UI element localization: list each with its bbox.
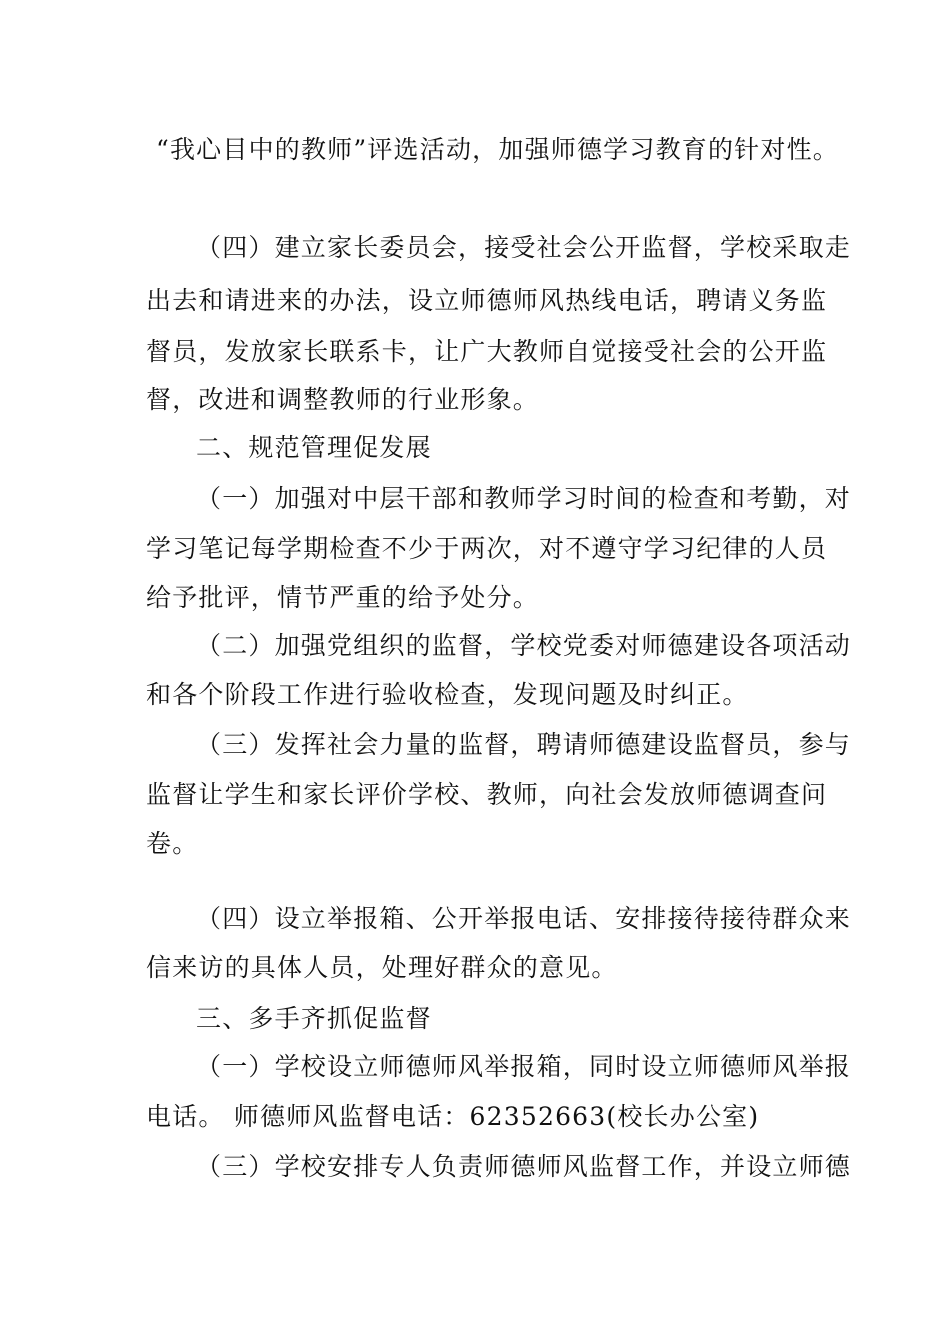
text-line-15: （四）设立举报箱、公开举报电话、安排接待接待群众来 <box>196 904 852 933</box>
section-heading-3: 三、多手齐抓促监督 <box>196 1004 432 1033</box>
text-line-18: （一）学校设立师德师风举报箱，同时设立师德师风举报 <box>196 1052 852 1081</box>
text-line-2: （四）建立家长委员会，接受社会公开监督，学校采取走 <box>196 233 852 262</box>
text-line-11: 和各个阶段工作进行验收检查，发现问题及时纠正。 <box>146 680 749 709</box>
text-line-4: 督员，发放家长联系卡，让广大教师自觉接受社会的公开监 <box>146 337 828 366</box>
text-line-14: 卷。 <box>146 829 199 858</box>
text-line-1: “我心目中的教师”评选活动，加强师德学习教育的针对性。 <box>156 135 839 164</box>
text-line-13: 监督让学生和家长评价学校、教师，向社会发放师德调查问 <box>146 780 828 809</box>
text-line-5: 督，改进和调整教师的行业形象。 <box>146 385 540 414</box>
text-line-7: （一）加强对中层干部和教师学习时间的检查和考勤，对 <box>196 484 852 513</box>
text-line-8: 学习笔记每学期检查不少于两次，对不遵守学习纪律的人员 <box>146 534 828 563</box>
text-line-12: （三）发挥社会力量的监督，聘请师德建设监督员，参与 <box>196 730 852 759</box>
text-line-10: （二）加强党组织的监督，学校党委对师德建设各项活动 <box>196 631 852 660</box>
text-line-16: 信来访的具体人员，处理好群众的意见。 <box>146 953 618 982</box>
text-line-9: 给予批评，情节严重的给予处分。 <box>146 583 540 612</box>
section-heading-2: 二、规范管理促发展 <box>196 433 432 462</box>
text-line-3: 出去和请进来的办法，设立师德师风热线电话，聘请义务监 <box>146 286 828 315</box>
text-line-20: （三）学校安排专人负责师德师风监督工作，并设立师德 <box>196 1152 852 1181</box>
text-line-19: 电话。 师德师风监督电话：62352663(校长办公室) <box>146 1102 760 1131</box>
